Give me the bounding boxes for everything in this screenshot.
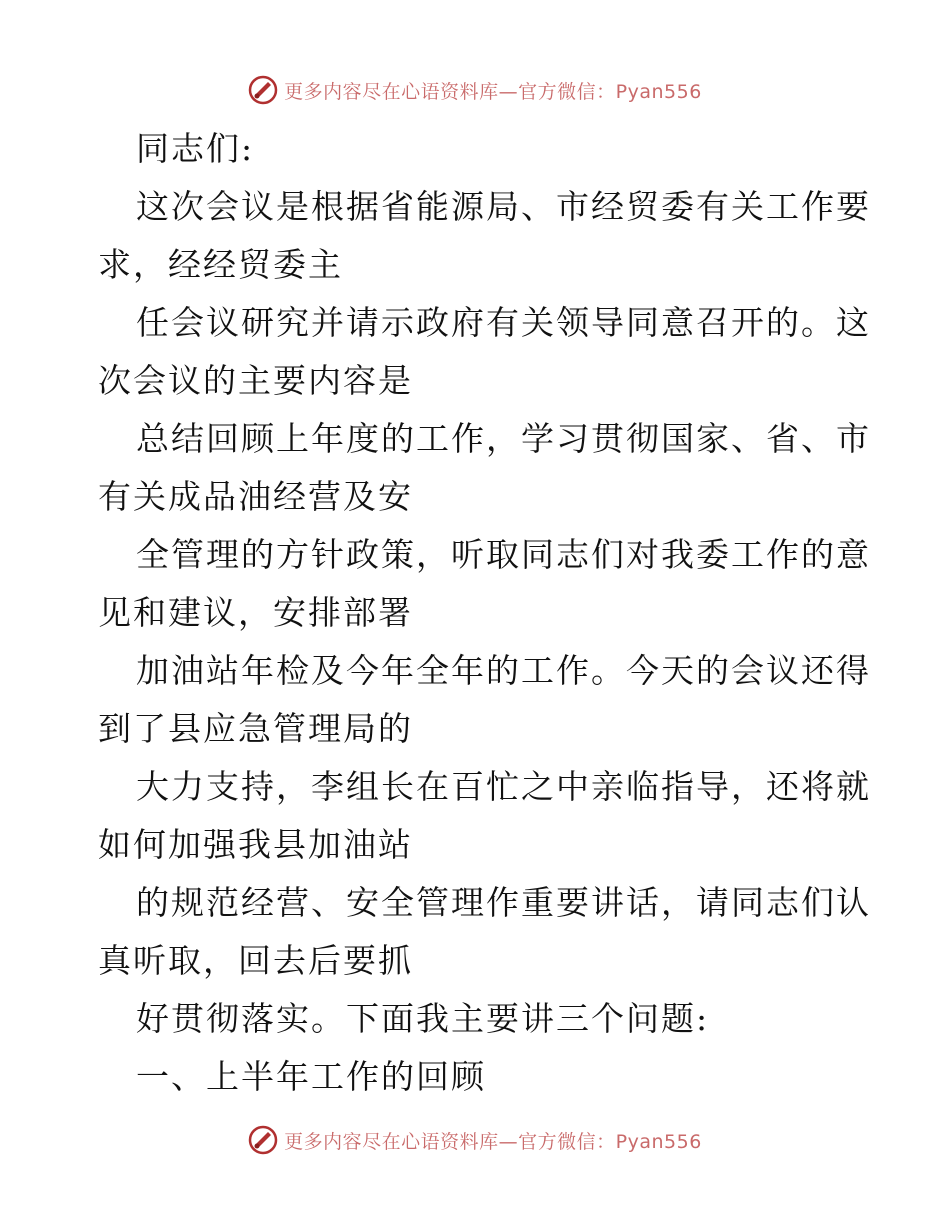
section-heading: 一、上半年工作的回顾 (136, 1057, 486, 1096)
text-line: 好贯彻落实。下面我主要讲三个问题: (136, 999, 710, 1038)
document-body (98, 120, 871, 1106)
watermark-text: 更多内容尽在心语资料库—官方微信：Pyan556 (284, 80, 702, 103)
brand-logo-icon (248, 75, 278, 105)
watermark-text: 更多内容尽在心语资料库—官方微信：Pyan556 (284, 1130, 702, 1153)
text-line: 总结回顾上年度的工作，学习贯彻国家、省、市 (136, 419, 871, 458)
text-line: 大力支持，李组长在百忙之中亲临指导，还将就 (136, 767, 871, 806)
text-line: 全管理的方针政策，听取同志们对我委工作的意 (136, 535, 871, 574)
brand-logo-icon (248, 1125, 278, 1155)
text-line: 到了县应急管理局的 (98, 709, 413, 748)
text-line: 有关成品油经营及安 (98, 477, 413, 516)
text-line: 如何加强我县加油站 (98, 825, 413, 864)
text-line: 任会议研究并请示政府有关领导同意召开的。这 (136, 303, 871, 342)
text-line: 同志们: (136, 129, 255, 168)
text-line: 求，经经贸委主 (98, 245, 343, 284)
text-line: 加油站年检及今年全年的工作。今天的会议还得 (136, 651, 871, 690)
footer-watermark (0, 1120, 950, 1160)
text-line: 次会议的主要内容是 (98, 361, 413, 400)
text-line: 这次会议是根据省能源局、市经贸委有关工作要 (136, 187, 871, 226)
text-line: 见和建议，安排部署 (98, 593, 413, 632)
text-line: 真听取，回去后要抓 (98, 941, 413, 980)
text-line: 的规范经营、安全管理作重要讲话，请同志们认 (136, 883, 871, 922)
header-watermark (0, 70, 950, 110)
